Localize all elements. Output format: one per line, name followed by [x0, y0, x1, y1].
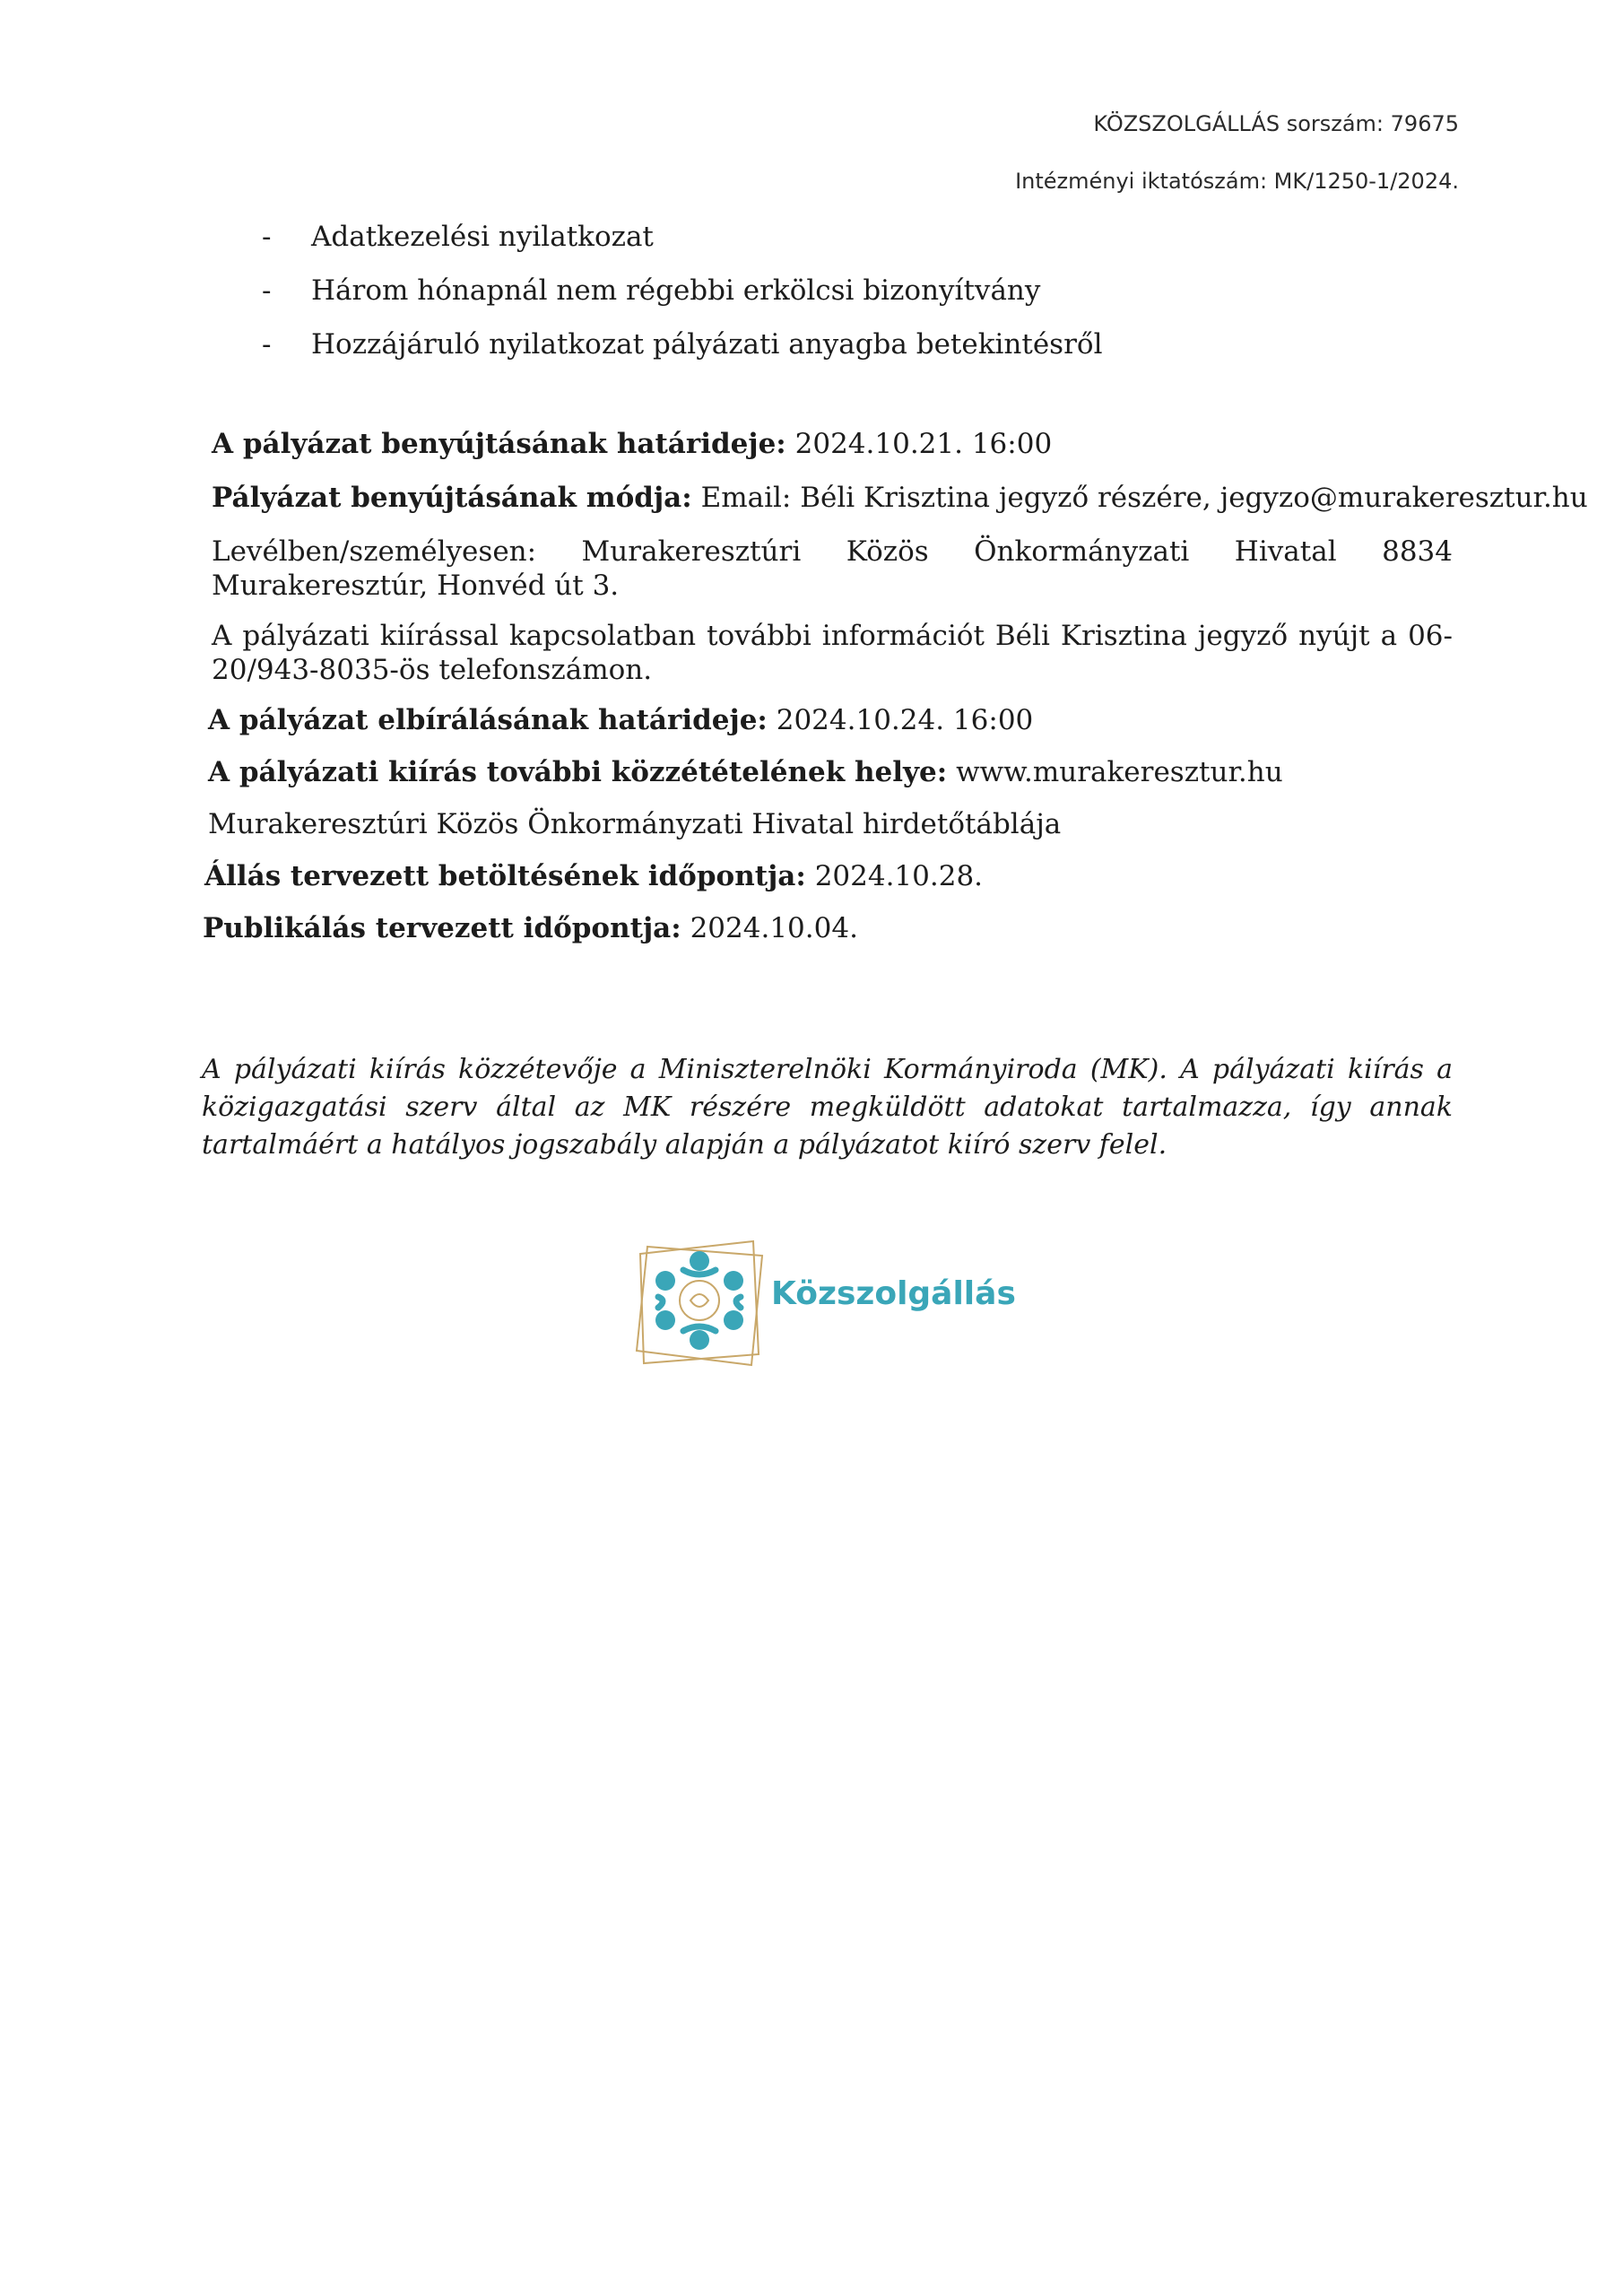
method-label: Pályázat benyújtásának módja:	[212, 482, 692, 514]
method-line	[212, 481, 1588, 515]
dash-bullet: -	[262, 328, 272, 361]
evaluation-value: 2024.10.24. 16:00	[776, 704, 1034, 736]
publish-date-line	[203, 911, 1447, 945]
start-date-label: Állás tervezett betöltésének időpontja:	[204, 860, 806, 892]
deadline-value: 2024.10.21. 16:00	[794, 428, 1053, 460]
serial-number: KÖZSZOLGÁLLÁS sorszám: 79675	[1093, 111, 1459, 136]
contact-info: A pályázati kiírással kapcsolatban további információt Béli Krisztina jegyző nyújt a 06-20/943-8035-ös telefonszámon.	[212, 620, 1453, 686]
kozszolgallas-logo-icon	[628, 1229, 771, 1372]
dash-bullet: -	[262, 221, 272, 253]
publish-date-value: 2024.10.04.	[690, 912, 858, 944]
kozszolgallas-logo	[628, 1229, 1040, 1372]
evaluation-line	[208, 703, 1453, 737]
start-date-line	[204, 859, 1449, 893]
list-item-text: Adatkezelési nyilatkozat	[311, 221, 654, 253]
publish-date-label: Publikálás tervezett időpontja:	[203, 912, 681, 944]
disclaimer: A pályázati kiírás közzétevője a Miniszterelnöki Kormányiroda (MK). A pályázati kiírás a közigazgatási szerv által az MK részére megküldött adatokat tartalmazza, így annak tartalmáért a hatályos jogszabály alapján a pályázatot kiíró szerv felel.	[202, 1054, 1453, 1161]
deadline-line	[212, 427, 1456, 461]
publication-place-value: www.murakeresztur.hu	[956, 756, 1283, 788]
list-item-text: Három hónapnál nem régebbi erkölcsi bizonyítvány	[311, 274, 1041, 307]
mail-address: Levélben/személyesen: Murakeresztúri Közös Önkormányzati Hivatal 8834 Murakeresztúr, Honvéd út 3.	[212, 535, 1453, 602]
deadline-label: A pályázat benyújtásának határideje:	[212, 428, 786, 460]
logo-text: Közszolgállás	[771, 1275, 1016, 1312]
registry-number: Intézményi iktatószám: MK/1250-1/2024.	[1015, 169, 1459, 194]
dash-bullet: -	[262, 274, 272, 307]
start-date-value: 2024.10.28.	[814, 860, 984, 892]
notice-board: Murakeresztúri Közös Önkormányzati Hivatal hirdetőtáblája	[208, 808, 1062, 840]
publication-place-label: A pályázati kiírás további közzétételének helye:	[208, 756, 948, 788]
publication-place-line	[208, 755, 1453, 789]
list-item-text: Hozzájáruló nyilatkozat pályázati anyagba betekintésről	[311, 328, 1103, 361]
method-value: Email: Béli Krisztina jegyző részére, jegyzo@murakeresztur.hu	[700, 482, 1588, 514]
evaluation-label: A pályázat elbírálásának határideje:	[208, 704, 768, 736]
